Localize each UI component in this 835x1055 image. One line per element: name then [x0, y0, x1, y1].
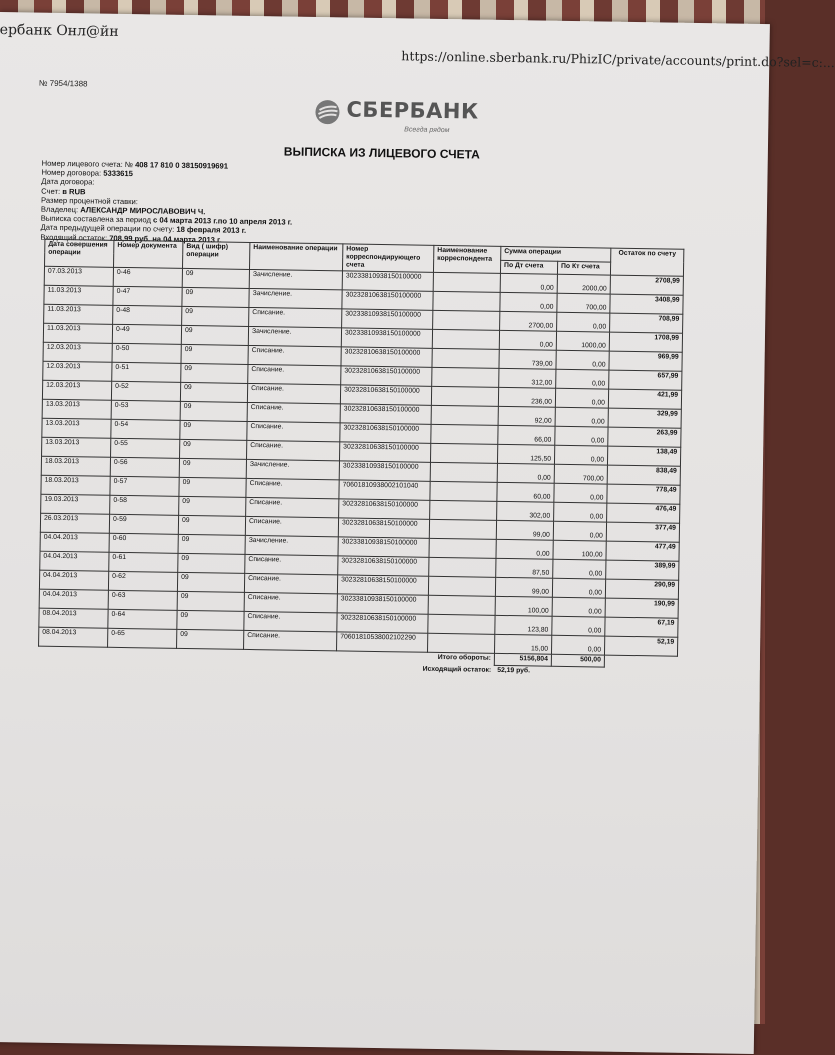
row-op-type: 09 [177, 629, 244, 649]
row-doc-number: 0-55 [111, 438, 180, 458]
row-corr-name [433, 272, 500, 292]
row-op-type: 09 [177, 591, 244, 611]
row-credit: 0,00 [555, 426, 608, 446]
row-op-type: 09 [181, 363, 248, 383]
row-credit: 0,00 [552, 616, 605, 636]
row-op-type: 09 [179, 496, 246, 516]
row-corr-name [430, 500, 497, 520]
row-date: 04.04.2013 [39, 570, 108, 590]
row-date: 11.03.2013 [43, 323, 112, 343]
row-op-name: Списание. [245, 516, 338, 536]
row-doc-number: 0-65 [108, 628, 177, 648]
row-doc-number: 0-59 [109, 514, 178, 534]
row-balance: 263,99 [608, 427, 681, 447]
row-balance: 838,49 [607, 465, 680, 485]
row-corr-name [431, 405, 498, 425]
row-op-name: Списание. [248, 364, 341, 384]
row-credit: 1000,00 [556, 331, 609, 351]
row-credit: 0,00 [553, 559, 606, 579]
turnover-debit: 5156,804 [494, 653, 551, 666]
row-corr-account: 30233810938150100000 [338, 537, 429, 557]
row-credit: 100,00 [553, 540, 606, 560]
printed-page [0, 12, 835, 1054]
row-corr-account: 70601810538002102290 [337, 632, 428, 652]
row-balance: 290,99 [605, 579, 678, 599]
row-date: 12.03.2013 [43, 361, 112, 381]
row-date: 13.03.2013 [42, 418, 111, 438]
row-corr-name [427, 633, 494, 653]
row-date: 26.03.2013 [40, 513, 109, 533]
row-debit: 87,50 [496, 558, 553, 578]
row-credit: 0,00 [551, 635, 604, 655]
browser-url: https://online.sberbank.ru/PhizIC/private/accounts/print.do?sel=c:... [401, 48, 835, 71]
row-balance: 52,19 [604, 636, 677, 656]
row-op-name: Списание. [244, 573, 337, 593]
row-debit: 125,50 [497, 444, 554, 464]
header-date: Дата совершения операции [45, 239, 114, 267]
row-corr-name [429, 538, 496, 558]
row-op-name: Зачисление. [245, 535, 338, 555]
row-corr-account: 30232810638150100000 [337, 613, 428, 633]
row-date: 11.03.2013 [44, 304, 113, 324]
opening-balance-row: Входящий остаток: 708,99 руб. на 04 марта 2013 г. [40, 232, 222, 245]
row-corr-name [433, 291, 500, 311]
account-details [40, 159, 293, 246]
row-credit: 0,00 [556, 369, 609, 389]
row-corr-name [433, 310, 500, 330]
row-balance: 476,49 [607, 503, 680, 523]
row-op-name: Зачисление. [249, 269, 342, 289]
row-op-name: Списание. [244, 592, 337, 612]
row-doc-number: 0-48 [113, 305, 182, 325]
row-debit: 99,00 [496, 520, 553, 540]
bank-slogan: Всегда рядом [404, 126, 450, 135]
row-debit: 0,00 [500, 292, 557, 312]
row-credit: 0,00 [554, 445, 607, 465]
row-doc-number: 0-60 [109, 533, 178, 553]
row-balance: 657,99 [609, 370, 682, 390]
row-corr-account: 30232810638150100000 [341, 347, 432, 367]
row-op-type: 09 [178, 534, 245, 554]
row-date: 04.04.2013 [40, 532, 109, 552]
contract-number-row: Номер договора: 5333615 [41, 167, 133, 179]
period-row: Выписка составлена за период с 04 марта 2013 г.по 10 апреля 2013 г. [40, 213, 293, 227]
row-debit: 100,00 [495, 596, 552, 616]
row-corr-name [430, 481, 497, 501]
row-balance: 778,49 [607, 484, 680, 504]
row-op-type: 09 [180, 439, 247, 459]
row-op-name: Зачисление. [248, 326, 341, 346]
row-corr-name [428, 576, 495, 596]
row-corr-account: 70601810938002101040 [339, 480, 430, 500]
header-debit: По Дт счета [500, 260, 557, 274]
closing-label: Исходящий остаток: [422, 665, 492, 674]
currency-row: Счет: в RUB [41, 186, 86, 196]
row-op-type: 09 [182, 306, 249, 326]
header-credit: По Кт счета [557, 261, 610, 275]
row-doc-number: 0-64 [108, 609, 177, 629]
row-balance: 329,99 [608, 408, 681, 428]
row-op-type: 09 [180, 401, 247, 421]
row-balance: 708,99 [610, 313, 683, 333]
row-debit: 312,00 [499, 368, 556, 388]
browser-window-title: ербанк Онл@йн [0, 21, 119, 40]
row-corr-account: 30232810638150100000 [337, 575, 428, 595]
row-op-type: 09 [178, 553, 245, 573]
row-debit: 2700,00 [500, 311, 557, 331]
row-op-type: 09 [178, 515, 245, 535]
row-balance: 1708,99 [609, 332, 682, 352]
row-date: 13.03.2013 [42, 399, 111, 419]
row-doc-number: 0-53 [111, 400, 180, 420]
row-credit: 0,00 [555, 407, 608, 427]
turnover-label: Итого обороты: [437, 653, 491, 662]
row-corr-name [431, 424, 498, 444]
row-doc-number: 0-57 [110, 476, 179, 496]
row-corr-account: 30232810638150100000 [339, 442, 430, 462]
row-debit: 92,00 [498, 406, 555, 426]
row-credit: 0,00 [552, 578, 605, 598]
row-date: 04.04.2013 [39, 589, 108, 609]
row-op-name: Зачисление. [249, 288, 342, 308]
document-number: № 7954/1388 [38, 78, 88, 89]
row-date: 12.03.2013 [43, 342, 112, 362]
row-doc-number: 0-46 [113, 267, 182, 287]
row-corr-name [432, 329, 499, 349]
row-corr-account: 30232810638150100000 [342, 290, 433, 310]
row-debit: 0,00 [496, 539, 553, 559]
header-amount: Сумма операции [501, 246, 611, 261]
row-doc-number: 0-50 [112, 343, 181, 363]
row-date: 12.03.2013 [42, 380, 111, 400]
row-op-name: Списание. [248, 345, 341, 365]
row-corr-account: 30232810638150100000 [339, 499, 430, 519]
row-balance: 67,19 [605, 617, 678, 637]
row-corr-name [430, 462, 497, 482]
row-corr-account: 30232810638150100000 [340, 385, 431, 405]
row-credit: 700,00 [554, 464, 607, 484]
row-doc-number: 0-61 [109, 552, 178, 572]
row-debit: 739,00 [499, 349, 556, 369]
row-credit: 0,00 [556, 350, 609, 370]
row-debit: 60,00 [497, 482, 554, 502]
row-corr-account: 30232810638150100000 [338, 518, 429, 538]
row-date: 04.04.2013 [40, 551, 109, 571]
row-credit: 0,00 [554, 502, 607, 522]
statement-rows [39, 266, 684, 656]
previous-operation-row: Дата предыдущей операции по счету: 18 февраля 2013 г. [40, 223, 247, 236]
row-corr-account: 30232810638150100000 [338, 556, 429, 576]
row-doc-number: 0-62 [108, 571, 177, 591]
row-balance: 377,49 [606, 522, 679, 542]
contract-date-row: Дата договора: [41, 177, 95, 187]
row-debit: 123,80 [495, 615, 552, 635]
row-credit: 0,00 [554, 483, 607, 503]
row-balance: 3408,99 [610, 294, 683, 314]
row-corr-account: 30233810938150100000 [341, 328, 432, 348]
row-op-type: 09 [177, 572, 244, 592]
row-op-type: 09 [180, 420, 247, 440]
row-corr-account: 30232810638150100000 [340, 404, 431, 424]
row-corr-name [432, 348, 499, 368]
row-op-name: Списание. [246, 478, 339, 498]
row-doc-number: 0-58 [110, 495, 179, 515]
row-corr-name [429, 557, 496, 577]
row-op-type: 09 [182, 268, 249, 288]
row-corr-account: 30233810938150100000 [342, 309, 433, 329]
header-doc-number: Номер документа [114, 240, 183, 268]
header-op-type: Вид ( шифр) операции [182, 241, 249, 269]
row-corr-name [430, 443, 497, 463]
row-balance: 389,99 [606, 560, 679, 580]
row-op-name: Списание. [247, 421, 340, 441]
row-op-name: Списание. [244, 630, 337, 650]
row-corr-account: 30232810638150100000 [340, 423, 431, 443]
row-credit: 0,00 [557, 312, 610, 332]
turnover-credit: 500,00 [551, 654, 604, 667]
row-debit: 66,00 [498, 425, 555, 445]
row-debit: 236,00 [498, 387, 555, 407]
row-op-name: Списание. [244, 611, 337, 631]
row-balance: 138,49 [607, 446, 680, 466]
row-date: 18.03.2013 [41, 456, 110, 476]
row-op-name: Списание. [247, 402, 340, 422]
row-doc-number: 0-63 [108, 590, 177, 610]
row-corr-name [428, 595, 495, 615]
row-op-name: Списание. [249, 307, 342, 327]
row-balance: 969,99 [609, 351, 682, 371]
row-date: 11.03.2013 [44, 285, 113, 305]
row-balance: 477,49 [606, 541, 679, 561]
document-title: ВЫПИСКА ИЗ ЛИЦЕВОГО СЧЕТА [283, 144, 480, 162]
row-date: 13.03.2013 [42, 437, 111, 457]
row-debit: 302,00 [497, 501, 554, 521]
row-credit: 0,00 [555, 388, 608, 408]
header-corr-name: Наименование корреспондента [433, 245, 500, 273]
header-op-name: Наименование операции [249, 242, 342, 270]
row-debit: 0,00 [500, 273, 557, 293]
row-credit: 0,00 [552, 597, 605, 617]
row-op-name: Зачисление. [246, 459, 339, 479]
row-doc-number: 0-54 [111, 419, 180, 439]
row-op-type: 09 [179, 477, 246, 497]
row-op-type: 09 [179, 458, 246, 478]
row-debit: 15,00 [494, 634, 551, 654]
row-balance: 2708,99 [610, 275, 683, 295]
bank-name: СБЕРБАНК [346, 97, 479, 124]
row-corr-name [431, 386, 498, 406]
statement-table [38, 239, 685, 680]
row-op-name: Списание. [246, 497, 339, 517]
row-debit: 0,00 [499, 330, 556, 350]
row-date: 08.04.2013 [39, 608, 108, 628]
row-debit: 99,00 [495, 577, 552, 597]
row-op-name: Списание. [245, 554, 338, 574]
row-corr-name [432, 367, 499, 387]
row-corr-account: 30232810638150100000 [341, 366, 432, 386]
row-date: 18.03.2013 [41, 475, 110, 495]
row-credit: 0,00 [553, 521, 606, 541]
row-debit: 0,00 [497, 463, 554, 483]
row-op-name: Списание. [247, 440, 340, 460]
row-op-type: 09 [180, 382, 247, 402]
owner-row: Владелец: АЛЕКСАНДР МИРОСЛАВОВИЧ Ч. [40, 204, 206, 217]
row-date: 07.03.2013 [44, 266, 113, 286]
row-corr-account: 30233810938150100000 [342, 271, 433, 291]
row-credit: 700,00 [557, 293, 610, 313]
closing-value: 52,19 руб. [497, 666, 531, 675]
row-op-name: Списание. [247, 383, 340, 403]
header-corr-account: Номер корреспондирующего счета [342, 244, 433, 272]
row-corr-name [428, 614, 495, 634]
row-credit: 2000,00 [557, 274, 610, 294]
row-op-type: 09 [182, 287, 249, 307]
row-doc-number: 0-52 [111, 381, 180, 401]
sberbank-logo-icon [314, 99, 340, 125]
interest-rate-row: Размер процентной ставки: [40, 195, 138, 207]
row-op-type: 09 [177, 610, 244, 630]
row-balance: 421,99 [608, 389, 681, 409]
row-doc-number: 0-51 [112, 362, 181, 382]
row-corr-account: 30233810938150100000 [339, 461, 430, 481]
header-balance: Остаток по счету [610, 248, 683, 276]
account-number-row: Номер лицевого счета: № 408 17 810 0 38150919691 [41, 158, 229, 171]
row-date: 19.03.2013 [41, 494, 110, 514]
row-op-type: 09 [181, 344, 248, 364]
row-doc-number: 0-56 [110, 457, 179, 477]
row-balance: 190,99 [605, 598, 678, 618]
row-op-type: 09 [181, 325, 248, 345]
row-corr-name [429, 519, 496, 539]
row-corr-account: 30233810938150100000 [337, 594, 428, 614]
row-doc-number: 0-49 [112, 324, 181, 344]
row-date: 08.04.2013 [39, 627, 108, 647]
row-doc-number: 0-47 [113, 286, 182, 306]
